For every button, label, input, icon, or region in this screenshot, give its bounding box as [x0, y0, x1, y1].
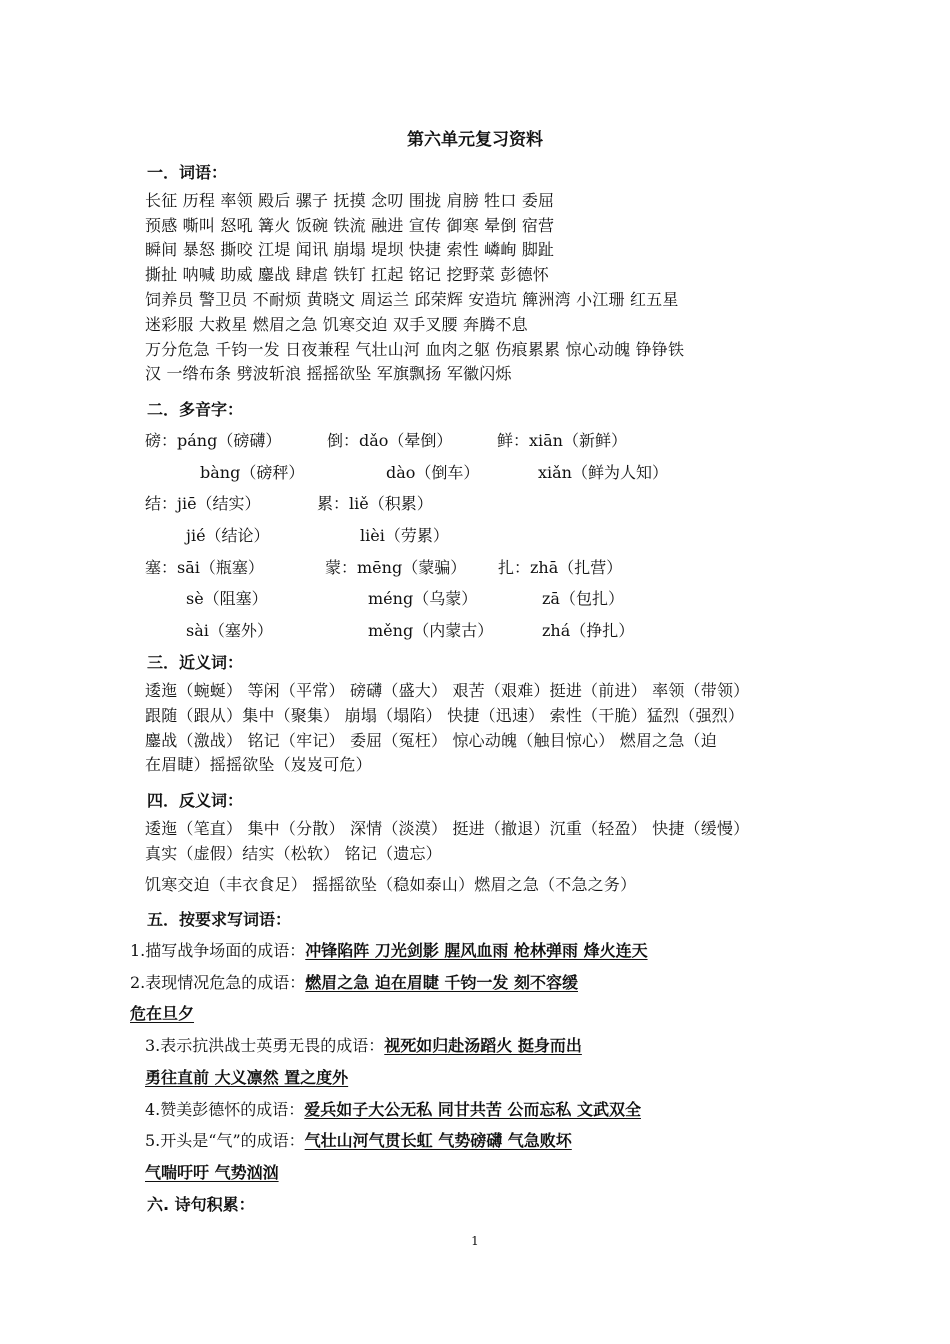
polyphone-entry: 蒙：mēng（蒙骗） — [325, 558, 467, 577]
vocab-line: 汉 一绺布条 劈波斩浪 摇摇欲坠 军旗飘扬 军徽闪烁 — [145, 364, 512, 383]
polyphone-entry: 鲜：xiān（新鲜） — [497, 431, 627, 450]
section-heading-vocab: 一．词语： — [147, 163, 228, 182]
vocab-line: 迷彩服 大救星 燃眉之急 饥寒交迫 双手叉腰 奔腾不息 — [145, 315, 528, 334]
polyphone-entry: zhá（挣扎） — [542, 621, 635, 640]
vocab-line: 饲养员 警卫员 不耐烦 黄晓文 周运兰 邱荣辉 安造坑 簰洲湾 小江珊 红五星 — [145, 290, 679, 309]
polyphone-entry: sài（塞外） — [186, 621, 273, 640]
idiom-answer: 燃眉之急 迫在眉睫 千钧一发 刻不容缓 — [305, 973, 578, 992]
idiom-prompt: 1.描写战争场面的成语： — [130, 941, 306, 960]
polyphone-entry: zā（包扎） — [542, 589, 624, 608]
idiom-answer: 危在旦夕 — [130, 1004, 195, 1023]
polyphone-entry: xiǎn（鲜为人知） — [538, 463, 668, 482]
idiom-answer: 爱兵如子大公无私 同甘共苦 公而忘私 文武双全 — [304, 1100, 641, 1119]
idiom-answer: 视死如归赴汤蹈火 挺身而出 — [384, 1036, 582, 1055]
polyphone-entry: dào（倒车） — [386, 463, 480, 482]
polyphone-entry: 累：liě（积累） — [317, 494, 433, 513]
page-title: 第六单元复习资料 — [407, 130, 543, 150]
polyphone-entry: sè（阻塞） — [186, 589, 268, 608]
synonym-line: 逶迤（蜿蜒） 等闲（平常） 磅礴（盛大） 艰苦（艰难）挺进（前进） 率领（带领） — [145, 681, 750, 700]
section-heading-synonyms: 三．近义词： — [147, 653, 244, 672]
section-heading-poems: 六. 诗句积累： — [147, 1195, 255, 1214]
vocab-line: 预感 嘶叫 怒吼 篝火 饭碗 铁流 融进 宣传 御寒 晕倒 宿营 — [145, 216, 555, 235]
polyphone-entry: 塞：sāi（瓶塞） — [145, 558, 264, 577]
idiom-prompt: 2.表现情况危急的成语： — [130, 973, 306, 992]
synonym-line: 鏖战（激战） 铭记（牢记） 委屈（冤枉） 惊心动魄（触目惊心） 燃眉之急（迫 — [145, 731, 717, 750]
idiom-prompt: 4.赞美彭德怀的成语： — [145, 1100, 305, 1119]
vocab-line: 长征 历程 率领 殿后 骡子 抚摸 念叨 围拢 肩膀 牲口 委屈 — [145, 191, 555, 210]
polyphone-entry: bàng（磅秤） — [200, 463, 305, 482]
vocab-line: 撕扯 呐喊 助威 鏖战 肆虐 铁钉 扛起 铭记 挖野菜 彭德怀 — [145, 265, 549, 284]
idiom-answer: 气喘吁吁 气势汹汹 — [145, 1163, 279, 1182]
polyphone-entry: jié（结论） — [186, 526, 270, 545]
idiom-prompt: 3.表示抗洪战士英勇无畏的成语： — [145, 1036, 385, 1055]
idiom-item — [130, 970, 578, 993]
section-heading-polyphones: 二．多音字： — [147, 400, 244, 419]
antonym-line: 逶迤（笔直） 集中（分散） 深情（淡漠） 挺进（撤退）沉重（轻盈） 快捷（缓慢） — [145, 819, 750, 838]
polyphone-entry: měng（内蒙古） — [368, 621, 494, 640]
polyphone-entry: 扎：zhā（扎营） — [498, 558, 623, 577]
idiom-item — [145, 1097, 641, 1120]
polyphone-entry: 结：jiē（结实） — [145, 494, 261, 513]
polyphone-entry: méng（乌蒙） — [368, 589, 478, 608]
idiom-prompt: 5.开头是“气”的成语： — [145, 1131, 305, 1150]
page-number: 1 — [471, 1234, 479, 1248]
idiom-answer: 勇往直前 大义凛然 置之度外 — [145, 1068, 349, 1087]
idiom-item — [130, 938, 648, 961]
vocab-line: 万分危急 千钧一发 日夜兼程 气壮山河 血肉之躯 伤痕累累 惊心动魄 铮铮铁 — [145, 340, 685, 359]
idiom-item — [145, 1128, 572, 1151]
vocab-line: 瞬间 暴怒 撕咬 江堤 闻讯 崩塌 堤坝 快捷 索性 嶙峋 脚趾 — [145, 240, 555, 259]
idiom-answer: 气壮山河气贯长虹 气势磅礴 气急败坏 — [304, 1131, 572, 1150]
polyphone-entry: 磅：páng（磅礴） — [145, 431, 282, 450]
section-heading-antonyms: 四．反义词： — [147, 791, 244, 810]
idiom-answer-continuation — [145, 1160, 279, 1183]
antonym-line: 真实（虚假）结实（松软） 铭记（遗忘） — [145, 844, 442, 863]
idiom-answer-continuation — [145, 1065, 348, 1088]
idiom-item — [145, 1033, 582, 1056]
idiom-answer-continuation — [130, 1001, 194, 1024]
polyphone-entry: lièi（劳累） — [360, 526, 449, 545]
idiom-answer: 冲锋陷阵 刀光剑影 腥风血雨 枪林弹雨 烽火连天 — [305, 941, 648, 960]
antonym-line: 饥寒交迫（丰衣食足） 摇摇欲坠（稳如泰山）燃眉之急（不急之务） — [145, 875, 637, 894]
synonym-line: 跟随（跟从）集中（聚集） 崩塌（塌陷） 快捷（迅速） 索性（干脆）猛烈（强烈） — [145, 706, 745, 725]
polyphone-entry: 倒：dǎo（晕倒） — [327, 431, 453, 450]
section-heading-idioms: 五．按要求写词语： — [147, 910, 292, 929]
synonym-line: 在眉睫）摇摇欲坠（岌岌可危） — [145, 755, 372, 774]
